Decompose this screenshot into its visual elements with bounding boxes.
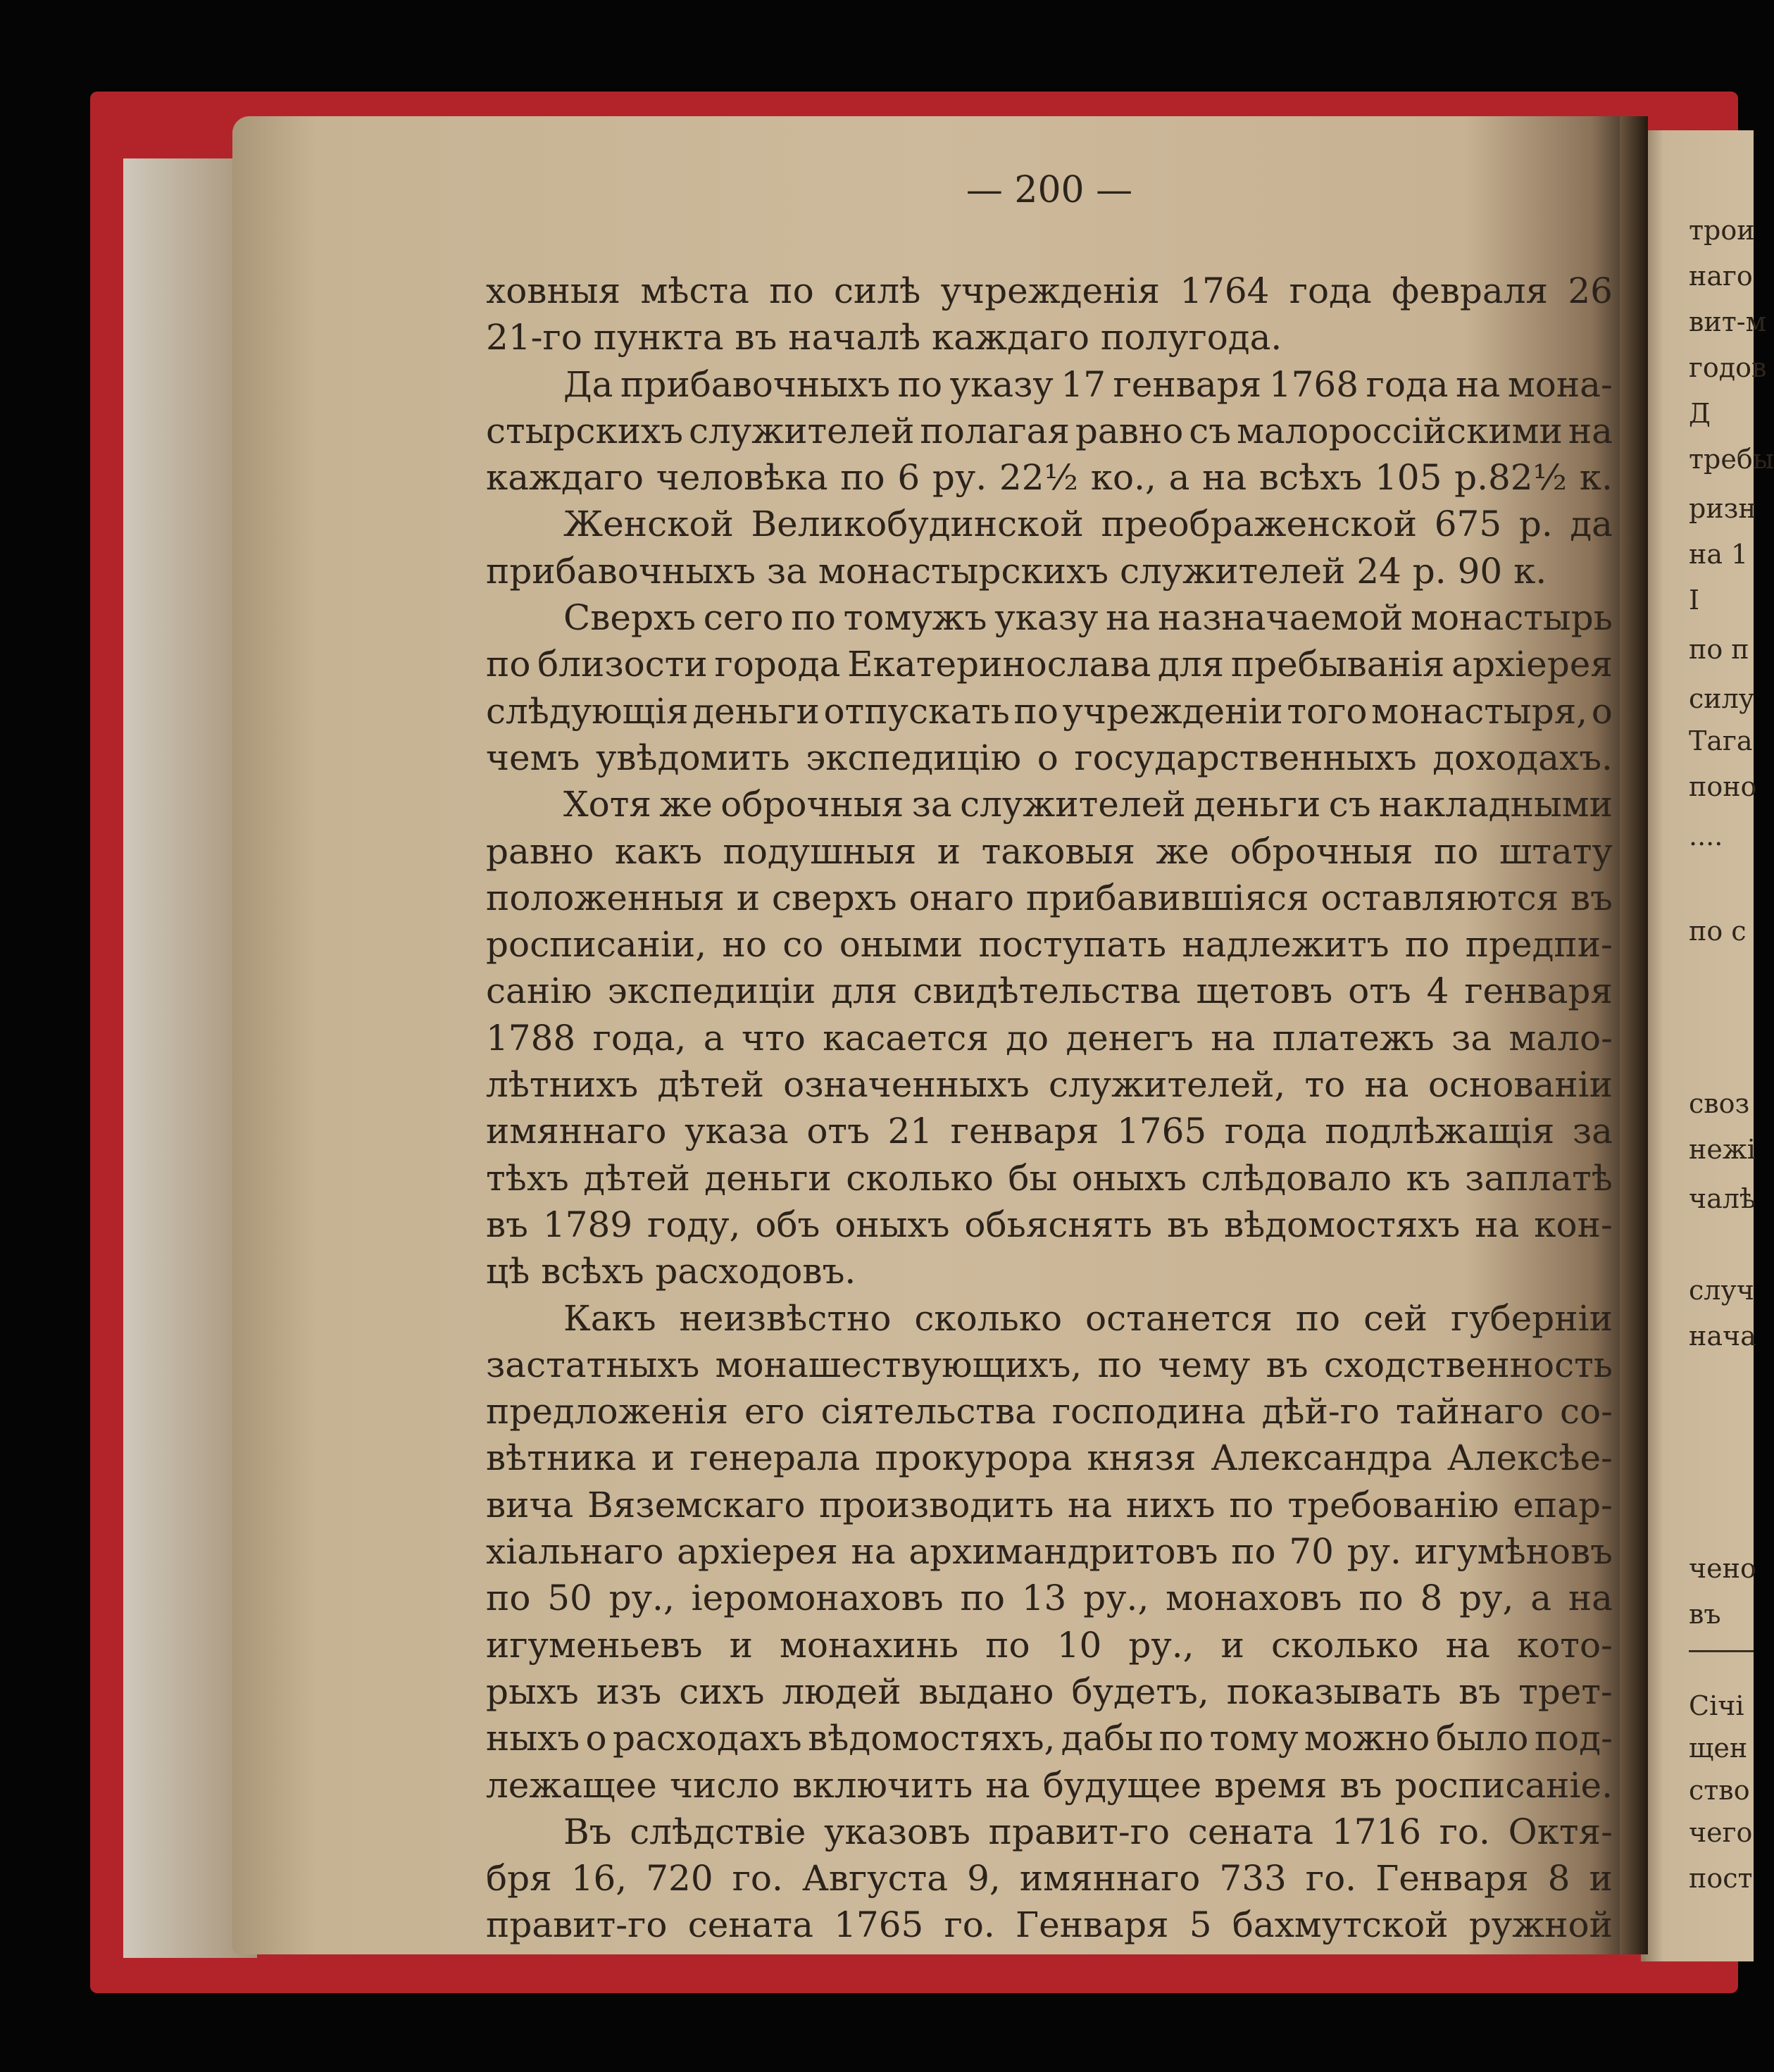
text-line: имяннаго указа отъ 21 генваря 1765 года подлѣжащія за — [486, 1111, 1613, 1152]
facing-page-fragment: чалѣ — [1689, 1183, 1756, 1214]
text-line: вѣтника и генерала прокурора князя Александра Алексѣе- — [486, 1437, 1613, 1479]
text-line: цѣ всѣхъ расходовъ. — [486, 1251, 856, 1292]
facing-page-fragment: силу — [1689, 683, 1755, 714]
facing-page-fragment: вит-м — [1689, 306, 1767, 337]
text-line: тѣхъ дѣтей деньги сколько бы оныхъ слѣдовало къ заплатѣ — [486, 1157, 1613, 1199]
text-line: 1788 года, а что касается до денегъ на платежъ за мало- — [486, 1017, 1613, 1059]
text-line: санію экспедиціи для свидѣтельства щетовъ отъ 4 генваря — [486, 971, 1613, 1012]
page-number: — 200 — — [966, 169, 1133, 211]
facing-page-fragment: въ — [1689, 1599, 1721, 1630]
facing-page-fragment: чено — [1689, 1553, 1756, 1584]
text-line: Хотя же оброчныя за служителей деньги съ накладными — [563, 784, 1613, 825]
facing-page-fragment: Тага — [1689, 725, 1753, 756]
text-line: по 50 ру., іеромонаховъ по 13 ру., монаховъ по 8 ру, а на — [486, 1578, 1613, 1619]
text-line: чемъ увѣдомить экспедицію о государственныхъ доходахъ. — [486, 737, 1613, 778]
text-line: равно какъ подушныя и таковыя же оброчныя по штату — [486, 830, 1613, 872]
facing-page-fragment: трои — [1689, 215, 1755, 246]
text-line: ховныя мѣста по силѣ учрежденія 1764 года февраля 26 — [486, 270, 1613, 311]
facing-page-fragment: требы — [1689, 444, 1774, 475]
facing-page-fragment: ство — [1689, 1775, 1750, 1806]
text-line: ныхъ о расходахъ вѣдомостяхъ, дабы по тому можно было под- — [486, 1718, 1613, 1759]
text-line: положенныя и сверхъ онаго прибавившіяся оставляются въ — [486, 877, 1613, 918]
facing-page-fragment: поно — [1689, 771, 1757, 802]
text-line: игуменьевъ и монахинь по 10 ру., и сколько на кото- — [486, 1624, 1613, 1666]
text-line: Въ слѣдствіе указовъ правит-го сената 1716 го. Октя- — [563, 1811, 1613, 1852]
text-line: бря 16, 720 го. Августа 9, имяннаго 733 го. Генваря 8 и — [486, 1858, 1613, 1899]
page-text — [486, 268, 1613, 1949]
facing-page-fragment: нежі — [1689, 1134, 1756, 1165]
facing-page-fragment: по с — [1689, 916, 1747, 947]
book-gutter — [1620, 116, 1648, 1954]
text-line: Сверхъ сего по томужъ указу на назначаемой монастырь — [563, 597, 1613, 639]
text-line: росписаніи, но со оными поступать надлежитъ по предпи- — [486, 924, 1613, 966]
facing-page-fragment: своз — [1689, 1088, 1750, 1119]
facing-page-fragment: нача — [1689, 1321, 1756, 1352]
text-line: прибавочныхъ за монастырскихъ служителей 24 р. 90 к. — [486, 550, 1547, 592]
facing-page-fragment: Січі — [1689, 1690, 1744, 1721]
text-line: въ 1789 году, объ оныхъ обьяснять въ вѣдомостяхъ на кон- — [486, 1204, 1613, 1245]
text-line: 21-го пункта въ началѣ каждаго полугода. — [486, 317, 1282, 358]
facing-page-fragment: на 1 — [1689, 539, 1749, 570]
text-line: застатныхъ монашествующихъ, по чему въ сходственность — [486, 1344, 1613, 1385]
facing-page-fragment: .... — [1689, 820, 1723, 851]
text-line: Какъ неизвѣстно сколько останется по сей губерніи — [563, 1297, 1613, 1339]
text-line: слѣдующія деньги отпускать по учрежденіи того монастыря, о — [486, 690, 1613, 732]
text-line: рыхъ изъ сихъ людей выдано будетъ, показывать въ трет- — [486, 1671, 1613, 1712]
text-line: лѣтнихъ дѣтей означенныхъ служителей, то на основаніи — [486, 1064, 1613, 1106]
text-line: Женской Великобудинской преображенской 675 р. да — [563, 504, 1613, 545]
facing-page-fragment: І — [1689, 585, 1700, 616]
facing-page-fragment: пост — [1689, 1863, 1753, 1894]
facing-page-fragment: чего — [1689, 1817, 1753, 1848]
text-line: по близости города Екатеринослава для пребыванія архіерея — [486, 644, 1613, 685]
facing-page-fragment: по п — [1689, 634, 1749, 665]
text-line: лежащее число включить на будущее время въ росписаніе. — [486, 1764, 1613, 1806]
facing-page-fragment: ризн — [1689, 493, 1756, 524]
facing-page-fragment: щен — [1689, 1733, 1748, 1764]
facing-page-fragment: годов — [1689, 352, 1767, 383]
text-line: вича Вяземскаго производить на нихъ по требованію епар- — [486, 1484, 1613, 1525]
text-line: стырскихъ служителей полагая равно съ малороссійскими на — [486, 410, 1613, 451]
text-line: предложенія его сіятельства господина дѣй-го тайнаго со- — [486, 1391, 1613, 1433]
facing-page-fragment: случ — [1689, 1275, 1754, 1306]
facing-page-fragment: наго — [1689, 261, 1753, 292]
text-line: правит-го сената 1765 го. Генваря 5 бахмутской ружной — [486, 1904, 1613, 1946]
text-line: хіальнаго архіерея на архимандритовъ по 70 ру. игумѣновъ — [486, 1531, 1613, 1573]
text-line: каждаго человѣка по 6 ру. 22½ ко., а на всѣхъ 105 р.82½ к. — [486, 457, 1613, 499]
facing-page-fragment: Д — [1689, 398, 1711, 429]
footnote-rule — [1689, 1650, 1754, 1652]
text-line: Да прибавочныхъ по указу 17 генваря 1768 года на мона- — [563, 363, 1613, 405]
